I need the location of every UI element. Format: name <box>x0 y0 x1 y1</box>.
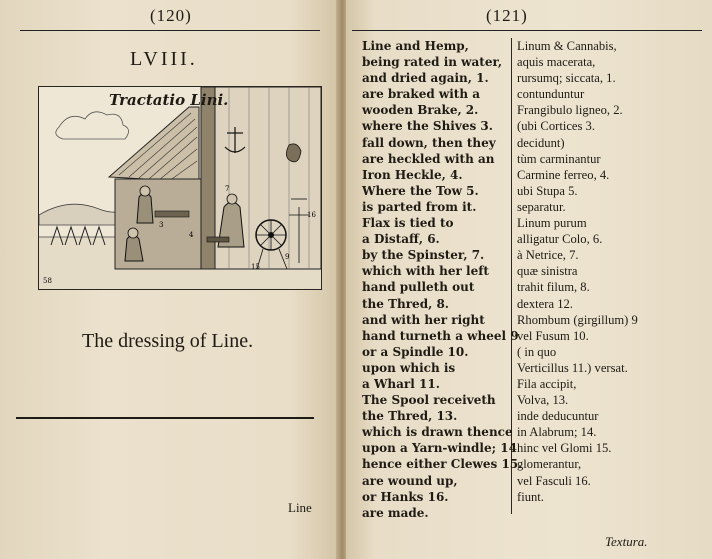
english-line: by the Spinster, 7. <box>362 248 485 263</box>
english-line: where the Shives 3. <box>362 119 493 134</box>
latin-line: separatur. <box>517 199 566 214</box>
latin-line: Verticillus 11.) versat. <box>517 360 628 375</box>
picture-number-16: 16 <box>307 211 316 219</box>
english-line: the Thred, 8. <box>362 296 449 311</box>
english-line: and with her right <box>362 312 485 327</box>
latin-line: Carmine ferreo, 4. <box>517 167 610 182</box>
latin-line: dextera 12. <box>517 296 573 311</box>
english-line: Iron Heckle, 4. <box>362 167 463 182</box>
english-line: or Hanks 16. <box>362 489 449 504</box>
english-line: and dried again, 1. <box>362 71 489 86</box>
picture-number-15: 15 <box>251 263 260 271</box>
latin-line: Frangibulo ligneo, 2. <box>517 103 623 118</box>
chapter-number: LVIII. <box>130 48 198 70</box>
catchword-right: Textura. <box>605 534 648 549</box>
latin-line: glomerantur, <box>517 457 582 472</box>
english-line: hand pulleth out <box>362 280 475 295</box>
latin-line: aquis macerata, <box>517 55 596 70</box>
left-page <box>0 0 340 559</box>
english-line: or a Spindle 10. <box>362 344 469 359</box>
english-line: Where the Tow 5. <box>362 183 479 198</box>
english-line: hence either Clewes 15. <box>362 457 523 472</box>
latin-line: Linum purum <box>517 216 587 231</box>
page-number-left: (120) <box>150 6 192 25</box>
latin-line: fiunt. <box>517 489 544 504</box>
english-line: being rated in water, <box>362 55 503 70</box>
english-line: wooden Brake, 2. <box>362 103 479 118</box>
woodcut-illustration <box>38 86 322 290</box>
latin-line: Linum & Cannabis, <box>517 39 617 53</box>
header-rule-right <box>352 30 702 31</box>
english-line: are made. <box>362 505 429 520</box>
latin-line: Fila accipit, <box>517 376 577 391</box>
english-line: are heckled with an <box>362 151 495 166</box>
latin-line: alligatur Colo, 6. <box>517 232 603 247</box>
catchword-left: Line <box>288 500 312 515</box>
english-line: a Wharl 11. <box>362 376 440 391</box>
page-number-right: (121) <box>486 6 528 25</box>
english-line: hand turneth a wheel 9 <box>362 328 519 343</box>
latin-line: in Alabrum; 14. <box>517 425 597 440</box>
english-column <box>362 38 523 521</box>
latin-line: hinc vel Glomi 15. <box>517 441 612 456</box>
picture-number-9: 9 <box>285 253 290 261</box>
picture-caption: The dressing of Line. <box>82 330 254 352</box>
picture-title: Tractatio Lini. <box>109 91 229 109</box>
latin-line: decidunt) <box>517 135 565 150</box>
english-line: Flax is tied to <box>362 216 454 231</box>
woodcut-drawing <box>39 87 321 289</box>
english-line: which is drawn thence <box>362 425 513 440</box>
header-rule-left <box>20 30 320 31</box>
english-line: upon a Yarn-windle; 14 <box>362 441 517 456</box>
english-line: are braked with a <box>362 87 481 102</box>
latin-line: ubi Stupa 5. <box>517 183 578 198</box>
latin-line: vel Fasculi 16. <box>517 473 591 488</box>
picture-number-4: 4 <box>189 231 194 239</box>
bottom-rule-left <box>16 417 314 419</box>
english-line: are wound up, <box>362 473 458 488</box>
latin-line: vel Fusum 10. <box>517 328 589 343</box>
latin-line: inde deducuntur <box>517 409 599 424</box>
english-line: the Thred, 13. <box>362 409 458 424</box>
latin-line: contunduntur <box>517 87 585 102</box>
picture-plate-number: 58 <box>43 277 52 285</box>
latin-line: Rhombum (girgillum) 9 <box>517 312 638 327</box>
latin-line: trahit filum, 8. <box>517 280 590 295</box>
latin-line: tùm carminantur <box>517 151 601 166</box>
english-line: Line and Hemp, <box>362 39 469 53</box>
latin-line: (ubi Cortices 3. <box>517 119 595 134</box>
picture-number-3: 3 <box>159 221 164 229</box>
picture-number-7: 7 <box>225 185 230 193</box>
latin-line: rursumq; siccata, 1. <box>517 71 616 86</box>
english-line: is parted from it. <box>362 199 477 214</box>
latin-line: quæ sinistra <box>517 264 578 279</box>
english-line: The Spool receiveth <box>362 393 496 408</box>
latin-line: à Netrice, 7. <box>517 248 579 263</box>
latin-line: Volva, 13. <box>517 393 569 408</box>
latin-column <box>517 38 667 521</box>
latin-line: ( in quo <box>517 344 557 359</box>
english-line: a Distaff, 6. <box>362 232 440 247</box>
english-line: which with her left <box>362 264 489 279</box>
latin-line <box>517 505 667 521</box>
english-line: fall down, then they <box>362 135 496 150</box>
english-line: upon which is <box>362 360 456 375</box>
